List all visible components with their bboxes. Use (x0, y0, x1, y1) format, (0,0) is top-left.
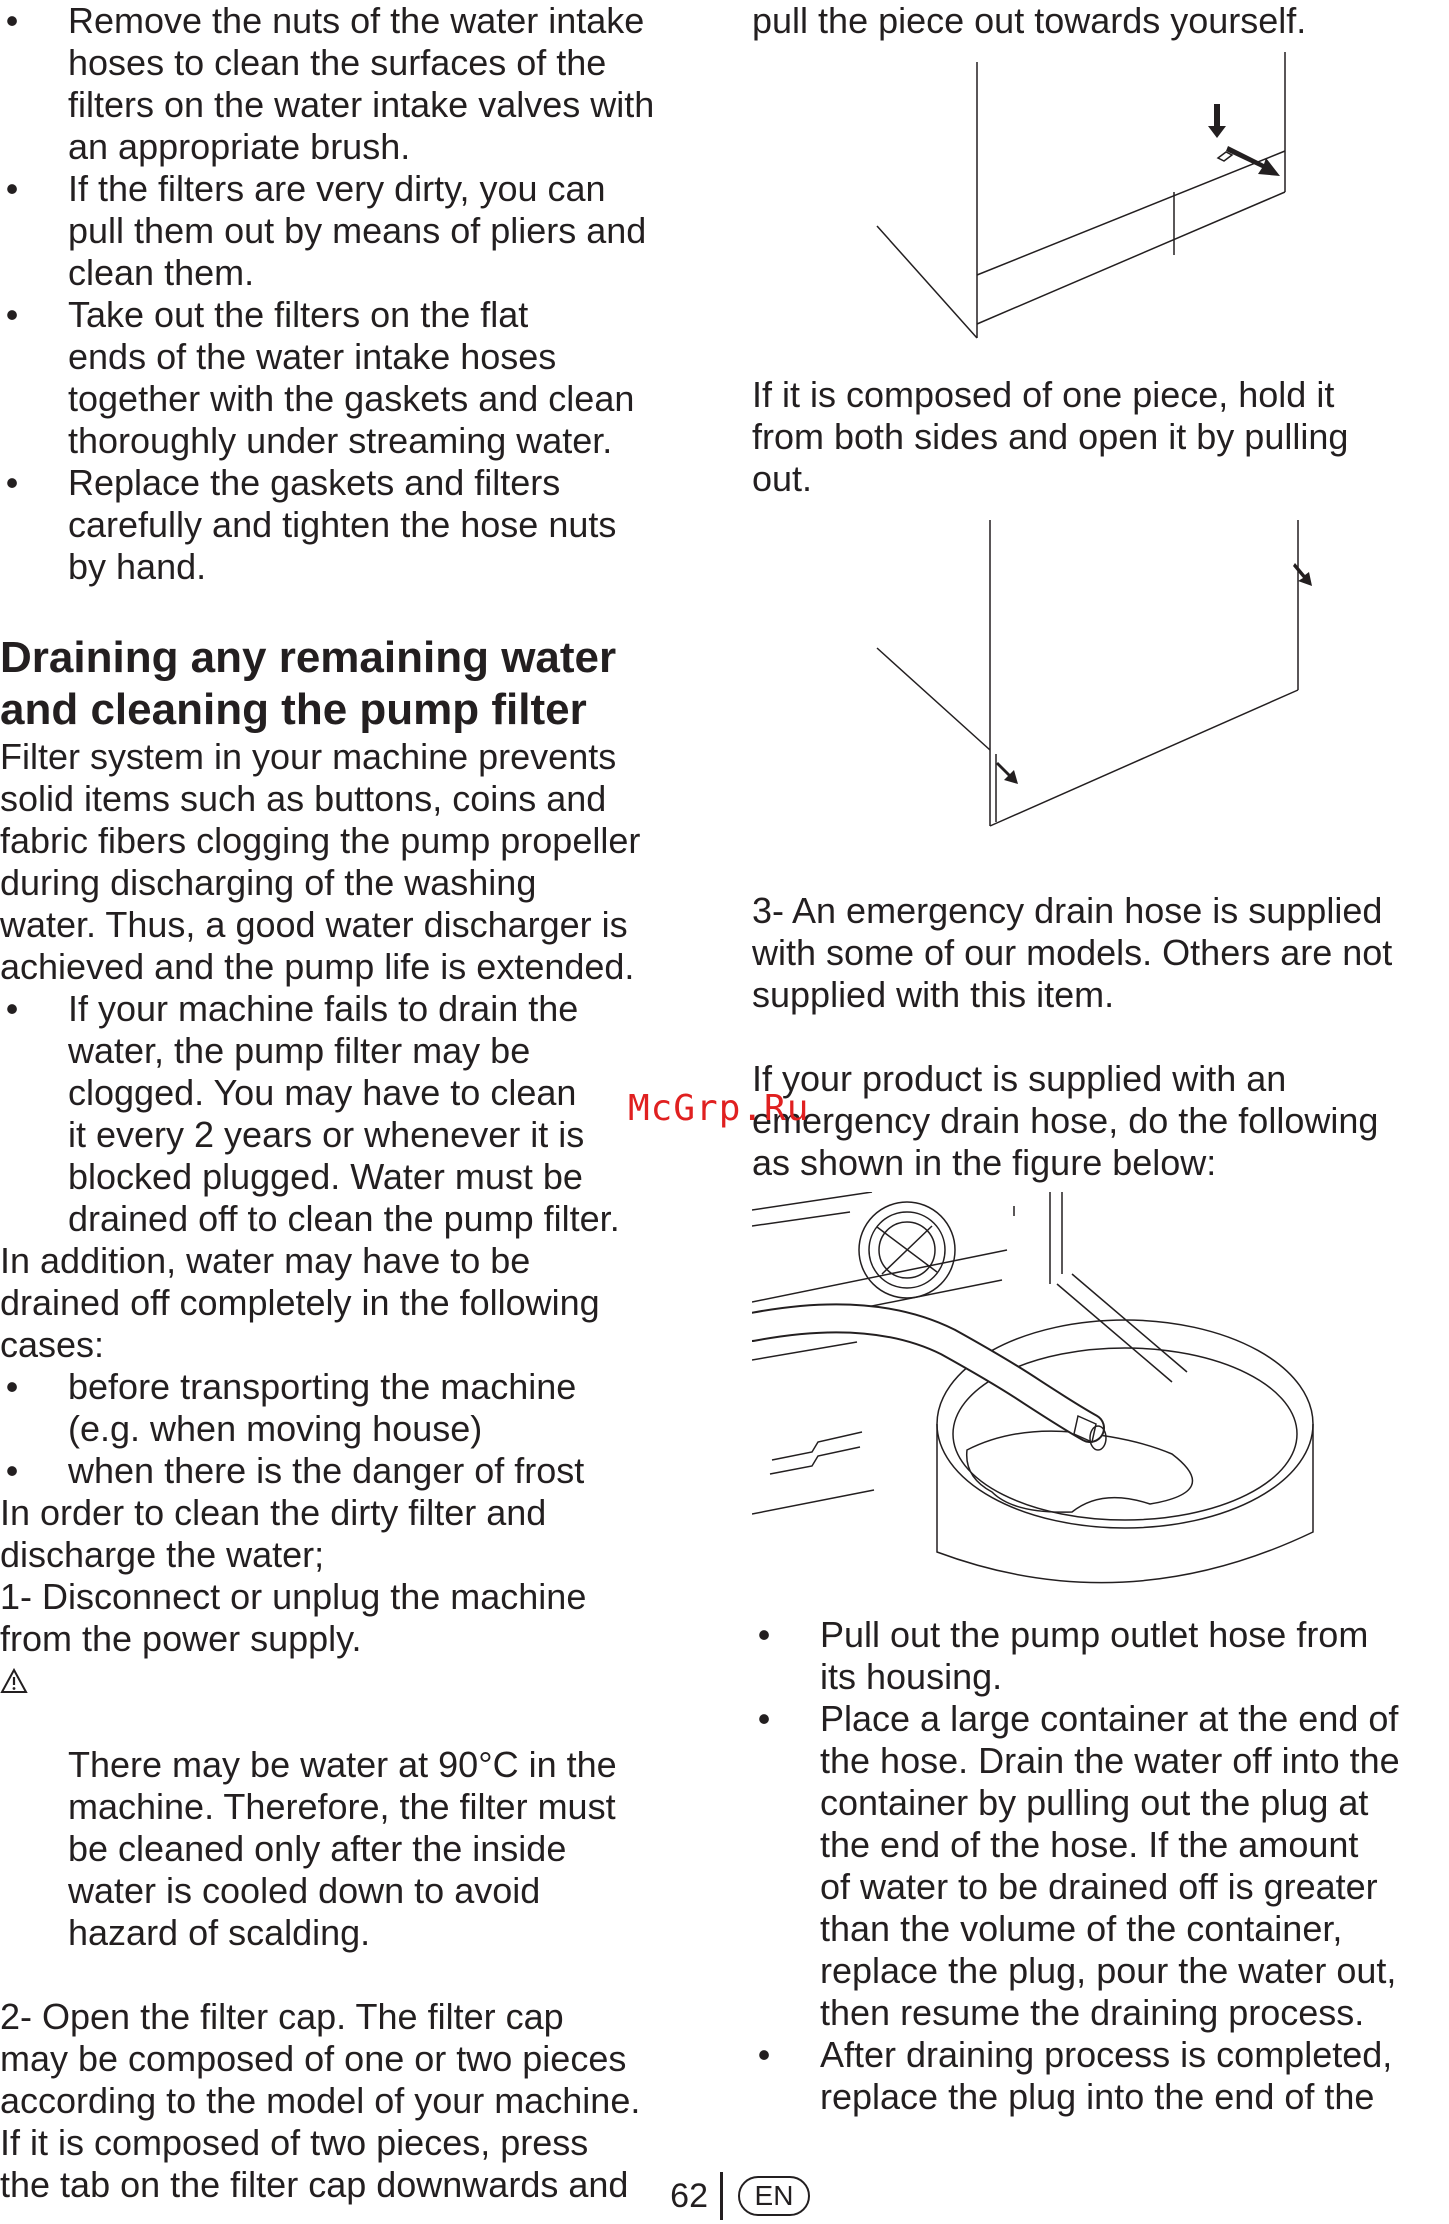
step-2: 2- Open the filter cap. The filter cap may be composed of one or two pieces according to the model of your machine. If it is composed of two pieces, press the tab on the filter cap downwards and (0, 1996, 641, 2205)
list-item-text: Pull out the pump outlet hose from its housing. (820, 1614, 1369, 1697)
press-down-arrow-icon (1208, 104, 1226, 138)
bullet-icon: • (5, 988, 19, 1029)
hot-water-warning (0, 1660, 700, 1954)
list-item (0, 168, 700, 294)
list-item (0, 0, 700, 168)
list-item-text: Replace the gaskets and filters carefully and tighten the hose nuts by hand. (68, 462, 617, 587)
intro-paragraph: Filter system in your machine prevents solid items such as buttons, coins and fabric fibers clogging the pump propeller during discharging of the washing water. Thus, a good water discharger is achieved and the pump life is extended. (0, 736, 641, 987)
warning-text: There may be water at 90°C in the machine. Therefore, the filter must be cleaned only after the inside water is cooled down to avoid hazard of scalding. (68, 1744, 617, 1953)
list-item (0, 462, 700, 588)
list-item-text: If your machine fails to drain the water, the pump filter may be clogged. You may have to clean it every 2 years or whenever it is blocked plugged. Water must be drained off to clean the pump filter. (68, 988, 620, 1239)
list-item-text: Place a large container at the end of the hose. Drain the water off into the container by pulling out the plug at the end of the hose. If the amount of water to be drained off is greater than the volume of the container, replace the plug, pour the water out, then resume the draining process. (820, 1698, 1400, 2033)
bullet-icon: • (5, 294, 19, 335)
bullet-icon: • (757, 1614, 771, 1655)
list-item-text: Remove the nuts of the water intake hoses to clean the surfaces of the filters on the water intake valves with an appropriate brush. (68, 0, 655, 167)
intake-filter-bullets (0, 0, 700, 588)
list-item (0, 1450, 700, 1492)
right-column (752, 0, 1449, 2118)
bullet-icon: • (757, 1698, 771, 1739)
emergency-drain-hose-figure (752, 1192, 1449, 1604)
bullet-icon: • (757, 2034, 771, 2075)
if-supplied-text: If your product is supplied with an emergency drain hose, do the following as shown in the figure below: (752, 1058, 1379, 1183)
addition-paragraph: In addition, water may have to be drained off completely in the following cases: (0, 1240, 600, 1365)
two-piece-cap-figure (752, 42, 1449, 342)
drain-steps-bullets (752, 1614, 1449, 2118)
bullet-icon: • (5, 168, 19, 209)
watermark: McGrp.Ru (628, 1088, 810, 1129)
list-item (752, 1698, 1449, 2034)
right-grip-arrow-icon (1293, 563, 1312, 586)
bullet-icon: • (5, 0, 19, 41)
list-item-text: After draining process is completed, replace the plug into the end of the (820, 2034, 1393, 2117)
pull-piece-text: pull the piece out towards yourself. (752, 0, 1307, 41)
list-item (0, 1366, 700, 1450)
case-bullet-list (0, 1366, 700, 1492)
list-item (0, 294, 700, 462)
clean-paragraph: In order to clean the dirty filter and discharge the water; (0, 1492, 547, 1575)
one-piece-cap-figure (752, 500, 1449, 830)
warning-triangle-icon (0, 1668, 28, 1694)
clog-bullet-list (0, 988, 700, 1240)
list-item-text: when there is the danger of frost (68, 1450, 585, 1491)
list-item (0, 988, 700, 1240)
footer-divider (720, 2172, 723, 2220)
left-column (0, 0, 700, 2206)
list-item-text: Take out the filters on the flat ends of the water intake hoses together with the gaskets and clean thoroughly under streaming water. (68, 294, 635, 461)
step-1: 1- Disconnect or unplug the machine from the power supply. (0, 1576, 587, 1659)
left-grip-arrow-icon (996, 762, 1018, 784)
bullet-icon: • (5, 1450, 19, 1491)
bullet-icon: • (5, 1366, 19, 1407)
language-badge: EN (738, 2176, 810, 2216)
step-3: 3- An emergency drain hose is supplied with some of our models. Others are not supplied with this item. (752, 890, 1393, 1015)
list-item-text: before transporting the machine (e.g. when moving house) (68, 1366, 577, 1449)
page-footer (0, 2170, 1449, 2222)
page-number: 62 (670, 2177, 708, 2215)
list-item-text: If the filters are very dirty, you can pull them out by means of pliers and clean them. (68, 168, 647, 293)
list-item (752, 1614, 1449, 1698)
section-heading: Draining any remaining water and cleaning the pump filter (0, 633, 617, 734)
list-item (752, 2034, 1449, 2118)
one-piece-text: If it is composed of one piece, hold it from both sides and open it by pulling out. (752, 374, 1349, 499)
bullet-icon: • (5, 462, 19, 503)
